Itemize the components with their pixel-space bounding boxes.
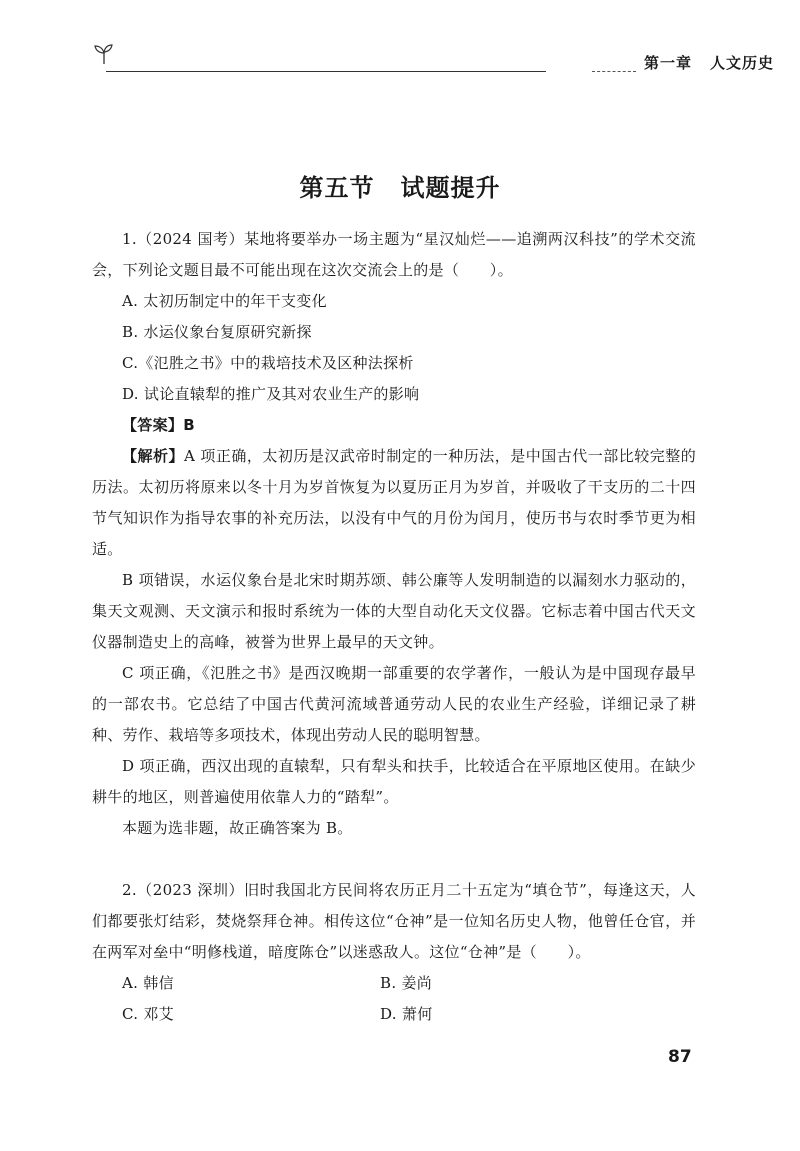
header-rule [106, 71, 546, 72]
question-1-option-d: D. 试论直辕犁的推广及其对农业生产的影响 [122, 385, 420, 403]
analysis-paragraph-c: C 项正确，《氾胜之书》是西汉晚期一部重要的农学著作，一般认为是中国现存最早的一部农书。它总结了中国古代黄河流域普通劳动人民的农业生产经验，详细记录了耕种、劳作、栽培等多项技术，体现出劳动人民的聪明智慧。 [92, 664, 696, 744]
question-2-option-b: B. 姜尚 [380, 974, 433, 992]
analysis-paragraph-b: B 项错误，水运仪象台是北宋时期苏颂、韩公廉等人发明制造的以漏刻水力驱动的，集天文观测、天文演示和报时系统为一体的大型自动化天文仪器。它标志着中国古代天文仪器制造史上的高峰，被誉为世界上最早的天文钟。 [92, 571, 696, 651]
analysis-paragraph-a [92, 441, 696, 565]
page-number: 87 [668, 1047, 692, 1067]
section-number: 第五节 [299, 174, 375, 202]
question-1-option-c: C.《氾胜之书》中的栽培技术及区种法探析 [122, 354, 414, 372]
question-2-option-d: D. 萧何 [380, 1005, 433, 1023]
answer-label: 【答案】 [122, 416, 184, 434]
question-2-options [92, 968, 696, 1030]
analysis-text-a: A 项正确，太初历是汉武帝时制定的一种历法，是中国古代一部比较完整的历法。太初历将原来以冬十月为岁首恢复为以夏历正月为岁首，并吸收了干支历的二十四节气知识作为指导农事的补充历法，以没有中气的月份为闰月，使历书与农时季节更为相适。 [92, 447, 696, 558]
analysis-label: 【解析】 [122, 447, 184, 465]
chapter-title: 人文历史 [710, 54, 775, 72]
header-rule-dashed [592, 71, 636, 72]
question-2-stem: 2.（2023 深圳）旧时我国北方民间将农历正月二十五定为“填仓节”，每逢这天，人们都要张灯结彩，焚烧祭拜仓神。相传这位“仓神”是一位知名历史人物，他曾任仓官，并在两军对垒中“明修栈道，暗度陈仓”以迷惑敌人。这位“仓神”是（ ）。 [92, 881, 696, 961]
answer-value: B [183, 416, 195, 434]
section-title [0, 168, 800, 203]
question-1-option-b: B. 水运仪象台复原研究新探 [122, 323, 312, 341]
section-name: 试题提升 [400, 174, 501, 202]
question-2-option-c: C. 邓艾 [122, 1005, 174, 1023]
question-1-answer [92, 410, 696, 441]
sprout-icon [92, 42, 116, 66]
content-body [92, 224, 696, 1030]
running-header [92, 40, 775, 80]
analysis-paragraph-d: D 项正确，西汉出现的直辕犁，只有犁头和扶手，比较适合在平原地区使用。在缺少耕牛的地区，则普遍使用依靠人力的“踏犁”。 [92, 757, 696, 806]
analysis-conclusion: 本题为选非题，故正确答案为 B。 [122, 819, 353, 837]
question-1-stem: 1.（2024 国考）某地将要举办一场主题为“星汉灿烂——追溯两汉科技”的学术交流会，下列论文题目最不可能出现在这次交流会上的是（ ）。 [92, 230, 696, 279]
question-1-option-a: A. 太初历制定中的年干支变化 [122, 292, 327, 310]
chapter-heading [644, 52, 774, 73]
question-2-option-a: A. 韩信 [122, 974, 174, 992]
chapter-number: 第一章 [644, 54, 693, 72]
spacer [92, 844, 696, 875]
